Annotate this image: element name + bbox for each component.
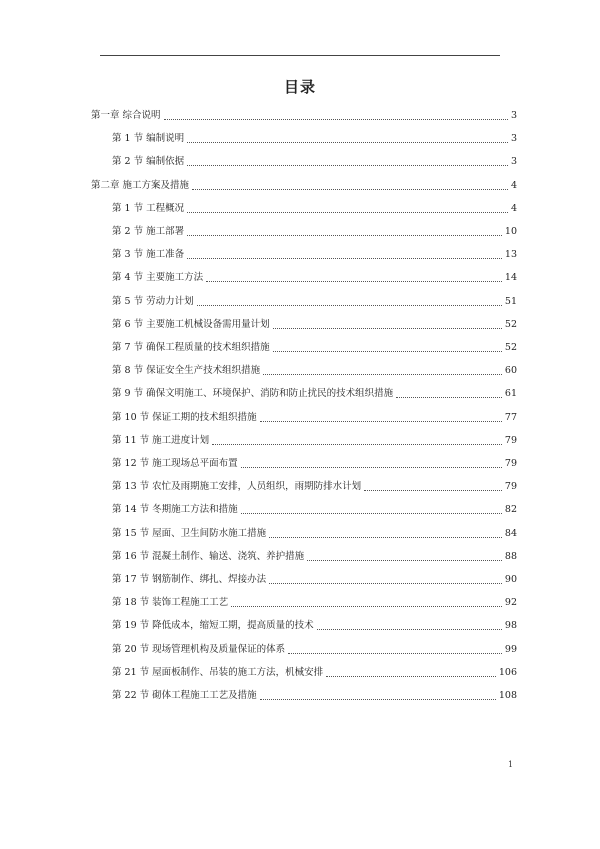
toc-dot-leader	[307, 559, 502, 561]
toc-dot-leader	[187, 211, 508, 213]
toc-entry-label: 第二章 施工方案及措施	[91, 179, 190, 191]
toc-entry-page: 99	[504, 643, 517, 655]
toc-entry-page: 82	[504, 504, 517, 516]
toc-entry-label: 第 13 节 农忙及雨期施工安排，人员组织，雨期防排水计划	[112, 481, 362, 493]
toc-entry-label: 第一章 综合说明	[91, 110, 161, 121]
toc-entry[interactable]	[112, 358, 517, 378]
toc-entry-page: 61	[504, 388, 517, 400]
toc-entry-page: 90	[504, 574, 517, 585]
toc-entry[interactable]	[112, 196, 517, 216]
toc-entry-label: 第 3 节 施工准备	[112, 249, 185, 261]
toc-entry-label: 第 12 节 施工现场总平面布置	[112, 458, 238, 469]
toc-entry-label: 第 18 节 装饰工程施工工艺	[112, 597, 229, 609]
toc-entry[interactable]	[112, 242, 517, 262]
toc-dot-leader	[273, 350, 502, 352]
toc-entry-label: 第 20 节 现场管理机构及质量保证的体系	[112, 643, 286, 655]
toc-dot-leader	[364, 489, 502, 491]
toc-entry-label: 第 10 节 保证工期的技术组织措施	[112, 411, 257, 423]
toc-entry-label: 第 6 节 主要施工机械设备需用量计划	[112, 318, 270, 330]
toc-dot-leader	[164, 118, 508, 120]
toc-entry-label: 第 19 节 降低成本，缩短工期，提高质量的技术	[112, 620, 314, 632]
header-rule	[100, 55, 500, 56]
toc-dot-leader	[241, 512, 502, 514]
toc-entry-page: 3	[510, 110, 517, 121]
toc-dot-leader	[241, 466, 502, 468]
toc-entry[interactable]	[112, 428, 517, 448]
toc-entry-page: 3	[510, 156, 517, 168]
toc-dot-leader	[269, 536, 502, 538]
page-number: 1	[508, 760, 514, 769]
toc-entry-page: 79	[504, 481, 517, 493]
toc-dot-leader	[273, 327, 502, 329]
toc-entry-page: 10	[504, 226, 517, 237]
toc-entry-page: 92	[504, 597, 517, 609]
toc-entry[interactable]	[91, 103, 517, 123]
toc-entry[interactable]	[112, 289, 517, 309]
toc-entry[interactable]	[112, 590, 517, 610]
toc-entry[interactable]	[91, 173, 517, 193]
toc-entry-label: 第 11 节 施工进度计划	[112, 434, 210, 446]
toc-entry-page: 60	[504, 365, 517, 377]
toc-dot-leader	[269, 582, 502, 584]
toc-entry-label: 第 17 节 钢筋制作、绑扎、焊接办法	[112, 574, 267, 585]
toc-entry-page: 106	[498, 666, 517, 678]
toc-entry[interactable]	[112, 405, 517, 425]
toc-entry[interactable]	[112, 544, 517, 564]
toc-dot-leader	[192, 188, 508, 190]
toc-entry[interactable]	[112, 474, 517, 494]
toc-dot-leader	[187, 141, 508, 143]
toc-entry-label: 第 7 节 确保工程质量的技术组织措施	[112, 342, 270, 353]
toc-entry-label: 第 1 节 工程概况	[112, 202, 185, 214]
toc-entry-label: 第 14 节 冬期施工方法和措施	[112, 504, 238, 516]
toc-entry-page: 3	[510, 133, 517, 145]
toc-entry[interactable]	[112, 521, 517, 541]
toc-entry[interactable]	[112, 683, 517, 703]
toc-entry-label: 第 1 节 编制说明	[112, 133, 185, 145]
toc-entry[interactable]	[112, 567, 517, 587]
toc-entry-page: 98	[504, 620, 517, 632]
toc-entry-page: 77	[504, 411, 517, 423]
toc-entry-label: 第 22 节 砌体工程施工工艺及措施	[112, 690, 257, 701]
toc-entry[interactable]	[112, 219, 517, 239]
toc-entry-label: 第 2 节 编制依据	[112, 156, 185, 168]
toc-entry-page: 108	[498, 690, 517, 701]
toc-entry[interactable]	[112, 497, 517, 517]
toc-entry-page: 79	[504, 458, 517, 469]
toc-entry[interactable]	[112, 149, 517, 169]
toc-entry-page: 14	[504, 272, 517, 284]
toc-dot-leader	[197, 304, 502, 306]
toc-entry-page: 51	[504, 295, 517, 307]
toc-entry-label: 第 16 节 混凝土制作、输送、浇筑、养护措施	[112, 550, 305, 562]
toc-entry-page: 4	[510, 202, 517, 214]
toc-entry-page: 4	[510, 179, 517, 191]
toc-entry-page: 52	[504, 318, 517, 330]
toc-entry[interactable]	[112, 381, 517, 401]
toc-entry-label: 第 8 节 保证安全生产技术组织措施	[112, 365, 261, 377]
toc-entry-page: 84	[504, 527, 517, 539]
toc-entry-label: 第 5 节 劳动力计划	[112, 295, 194, 307]
toc-entry[interactable]	[112, 265, 517, 285]
toc-entry-page: 52	[504, 342, 517, 353]
toc-entry-page: 79	[504, 434, 517, 446]
toc-entry-page: 13	[504, 249, 517, 261]
toc-dot-leader	[260, 698, 496, 700]
toc-dot-leader	[212, 443, 502, 445]
toc-entry[interactable]	[112, 637, 517, 657]
toc-entry-label: 第 21 节 屋面板制作、吊装的施工方法，机械安排	[112, 666, 324, 678]
toc-entry-label: 第 15 节 屋面、卫生间防水施工措施	[112, 527, 267, 539]
toc-dot-leader	[396, 396, 502, 398]
toc-entry[interactable]	[112, 613, 517, 633]
toc-dot-leader	[317, 628, 502, 630]
toc-entry[interactable]	[112, 126, 517, 146]
toc-dot-leader	[326, 675, 496, 677]
toc-dot-leader	[187, 164, 508, 166]
toc-dot-leader	[231, 605, 502, 607]
toc-entry-page: 88	[504, 550, 517, 562]
toc-entry[interactable]	[112, 660, 517, 680]
toc-dot-leader	[187, 257, 502, 259]
toc-dot-leader	[206, 280, 502, 282]
toc-entry-label: 第 9 节 确保文明施工、环境保护、消防和防止扰民的技术组织措施	[112, 388, 394, 400]
toc-entry[interactable]	[112, 312, 517, 332]
toc-entry-label: 第 2 节 施工部署	[112, 226, 185, 237]
toc-dot-leader	[263, 373, 502, 375]
toc-dot-leader	[288, 652, 502, 654]
toc-entry[interactable]	[112, 451, 517, 471]
toc-entry[interactable]	[112, 335, 517, 355]
toc-title: 目录	[283, 78, 316, 96]
toc-dot-leader	[260, 420, 502, 422]
toc-dot-leader	[187, 234, 502, 236]
toc-entry-label: 第 4 节 主要施工方法	[112, 272, 204, 284]
